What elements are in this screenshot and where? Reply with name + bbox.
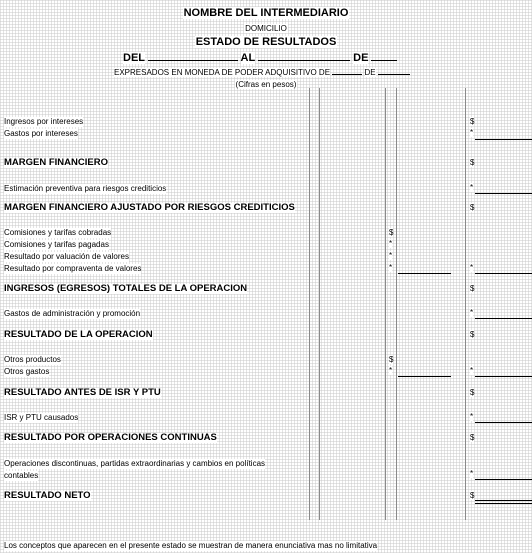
row-result-before-tax: RESULTADO ANTES DE ISR Y PTU [4, 387, 161, 398]
row-operating-result: RESULTADO DE LA OPERACION [4, 329, 153, 340]
row-other-expenses: Otros gastos [4, 367, 50, 376]
row-credit-risk-estimate: Estimación preventiva para riesgos crediticios [4, 184, 167, 193]
figures-note: (Cifras en pesos) [235, 80, 297, 89]
column-divider [309, 88, 310, 520]
asterisk-mark: * [470, 263, 474, 272]
dollar-symbol: $ [389, 228, 394, 237]
asterisk-mark: * [470, 308, 474, 317]
dollar-symbol: $ [470, 158, 475, 167]
row-net-result: RESULTADO NETO [4, 490, 91, 501]
row-trading-result: Resultado por compraventa de valores [4, 264, 142, 273]
amount-double-underline [475, 503, 532, 504]
year-blank [371, 51, 397, 61]
row-adjusted-margin: MARGEN FINANCIERO AJUSTADO POR RIESGOS CREDITICIOS [4, 202, 295, 213]
dollar-symbol: $ [470, 491, 475, 500]
from-date-blank [148, 51, 238, 61]
amount-double-underline [475, 500, 532, 501]
to-date-blank [258, 51, 350, 61]
amount-underline [398, 376, 451, 377]
intermediary-name: NOMBRE DEL INTERMEDIARIO [183, 7, 349, 19]
row-valuation-result: Resultado por valuación de valores [4, 252, 129, 261]
amount-underline [475, 376, 532, 377]
amount-underline [475, 318, 532, 319]
row-isr-ptu: ISR y PTU causados [4, 413, 79, 422]
asterisk-mark: * [470, 366, 474, 375]
currency-year-blank [378, 67, 410, 75]
amount-underline [475, 193, 532, 194]
row-continuing-result: RESULTADO POR OPERACIONES CONTINUAS [4, 432, 217, 443]
column-divider [319, 88, 320, 520]
row-fees-collected: Comisiones y tarifas cobradas [4, 228, 112, 237]
dollar-symbol: $ [389, 355, 394, 364]
asterisk-mark: * [470, 469, 474, 478]
statement-title: ESTADO DE RESULTADOS [195, 36, 337, 48]
address-label: DOMICILIO [245, 24, 287, 33]
currency-note: EXPRESADOS EN MONEDA DE PODER ADQUISITIVO DE DE [114, 67, 410, 78]
row-financial-margin: MARGEN FINANCIERO [4, 157, 108, 168]
dollar-symbol: $ [470, 330, 475, 339]
dollar-symbol: $ [470, 203, 475, 212]
row-admin-expenses: Gastos de administración y promoción [4, 309, 141, 318]
row-discontinued-line2: contables [4, 471, 39, 480]
row-interest-income: Ingresos por intereses [4, 117, 84, 126]
asterisk-mark: * [389, 263, 393, 272]
row-other-income: Otros productos [4, 355, 61, 364]
asterisk-mark: * [389, 251, 393, 260]
period-line [123, 51, 397, 63]
column-divider [465, 88, 466, 520]
amount-underline [398, 273, 451, 274]
amount-underline [475, 479, 532, 480]
row-discontinued-line1: Operaciones discontinuas, partidas extraordinarias y cambios en políticas [4, 459, 266, 468]
dollar-symbol: $ [470, 433, 475, 442]
asterisk-mark: * [389, 239, 393, 248]
dollar-symbol: $ [470, 388, 475, 397]
dollar-symbol: $ [470, 117, 475, 126]
asterisk-mark: * [470, 128, 474, 137]
amount-underline [475, 139, 532, 140]
from-label: DEL [123, 52, 145, 64]
to-label: AL [240, 52, 255, 64]
asterisk-mark: * [389, 366, 393, 375]
asterisk-mark: * [470, 412, 474, 421]
year-label: DE [353, 52, 369, 64]
footer-note: Los conceptos que aparecen en el presente estado se muestran de manera enunciativa mas no limitativa [4, 541, 378, 550]
row-fees-paid: Comisiones y tarifas pagadas [4, 240, 109, 249]
column-divider [385, 88, 386, 520]
currency-month-blank [332, 67, 362, 75]
asterisk-mark: * [470, 183, 474, 192]
amount-underline [475, 273, 532, 274]
dollar-symbol: $ [470, 284, 475, 293]
column-divider [396, 88, 397, 520]
row-total-operating-income: INGRESOS (EGRESOS) TOTALES DE LA OPERACION [4, 283, 248, 294]
amount-underline [475, 422, 532, 423]
row-interest-expense: Gastos por intereses [4, 129, 78, 138]
